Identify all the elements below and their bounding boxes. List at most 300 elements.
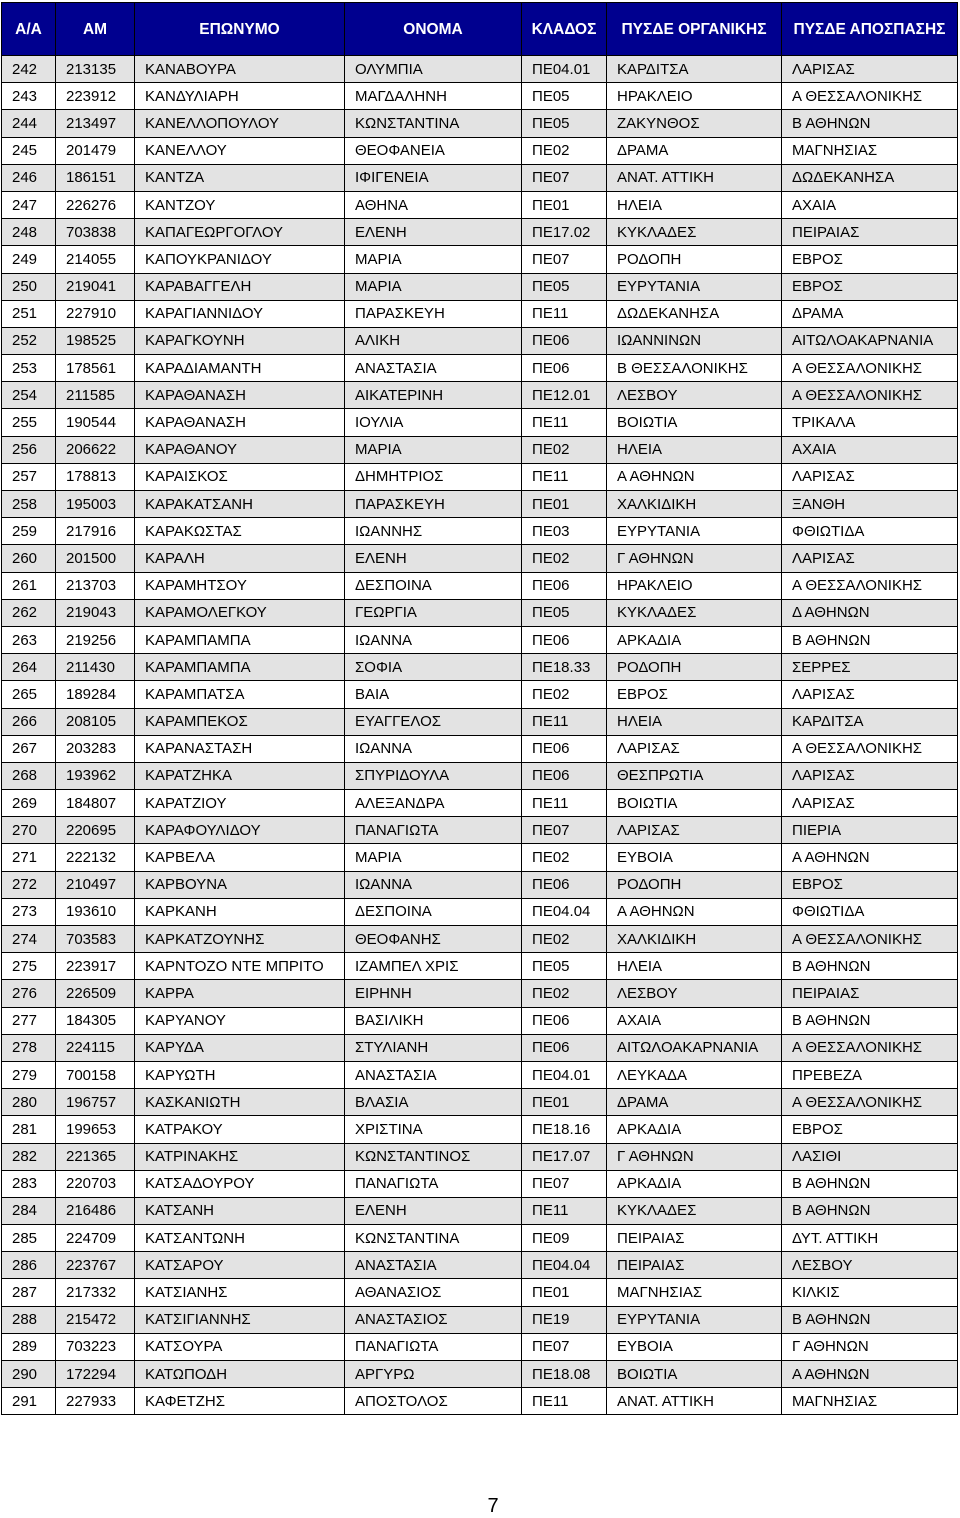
cell-specialty: ΠΕ06 <box>522 762 607 789</box>
table-row <box>2 681 958 708</box>
table-row <box>2 1252 958 1279</box>
cell-secondment-pysde: ΔΩΔΕΚΑΝΗΣΑ <box>782 164 958 191</box>
cell-name: ΕΙΡΗΝΗ <box>345 980 522 1007</box>
cell-surname: ΚΑΡΑΙΣΚΟΣ <box>135 463 345 490</box>
cell-specialty: ΠΕ01 <box>522 1279 607 1306</box>
cell-specialty: ΠΕ04.01 <box>522 1061 607 1088</box>
cell-am: 216486 <box>56 1197 135 1224</box>
cell-specialty: ΠΕ18.16 <box>522 1116 607 1143</box>
cell-specialty: ΠΕ05 <box>522 599 607 626</box>
cell-am: 189284 <box>56 681 135 708</box>
cell-surname: ΚΑΡΑΘΑΝΑΣΗ <box>135 382 345 409</box>
cell-specialty: ΠΕ11 <box>522 708 607 735</box>
cell-organic-pysde: ΕΥΡΥΤΑΝΙΑ <box>607 273 782 300</box>
cell-specialty: ΠΕ02 <box>522 980 607 1007</box>
table-row <box>2 1170 958 1197</box>
cell-organic-pysde: Α ΑΘΗΝΩΝ <box>607 898 782 925</box>
cell-specialty: ΠΕ11 <box>522 1197 607 1224</box>
cell-name: ΑΛΕΞΑΝΔΡΑ <box>345 790 522 817</box>
cell-secondment-pysde: ΜΑΓΝΗΣΙΑΣ <box>782 137 958 164</box>
cell-organic-pysde: ΒΟΙΩΤΙΑ <box>607 1361 782 1388</box>
cell-organic-pysde: ΚΑΡΔΙΤΣΑ <box>607 56 782 83</box>
cell-specialty: ΠΕ18.08 <box>522 1361 607 1388</box>
cell-secondment-pysde: Α ΘΕΣΣΑΛΟΝΙΚΗΣ <box>782 735 958 762</box>
cell-aa: 242 <box>2 56 56 83</box>
cell-surname: ΚΑΣΚΑΝΙΩΤΗ <box>135 1089 345 1116</box>
table-row <box>2 871 958 898</box>
cell-name: ΑΝΑΣΤΑΣΙΑ <box>345 355 522 382</box>
cell-surname: ΚΑΤΣΑΡΟΥ <box>135 1252 345 1279</box>
cell-specialty: ΠΕ11 <box>522 463 607 490</box>
cell-am: 226276 <box>56 191 135 218</box>
cell-organic-pysde: ΖΑΚΥΝΘΟΣ <box>607 110 782 137</box>
cell-secondment-pysde: ΑΧΑΙΑ <box>782 191 958 218</box>
cell-am: 703223 <box>56 1333 135 1360</box>
cell-surname: ΚΑΤΣΑΝΗ <box>135 1197 345 1224</box>
cell-name: ΙΩΑΝΝΑ <box>345 626 522 653</box>
table-row <box>2 844 958 871</box>
cell-surname: ΚΑΝΔΥΛΙΑΡΗ <box>135 83 345 110</box>
cell-am: 217332 <box>56 1279 135 1306</box>
cell-am: 227910 <box>56 300 135 327</box>
cell-aa: 260 <box>2 545 56 572</box>
cell-am: 206622 <box>56 436 135 463</box>
cell-organic-pysde: ΒΟΙΩΤΙΑ <box>607 790 782 817</box>
cell-name: ΑΘΑΝΑΣΙΟΣ <box>345 1279 522 1306</box>
cell-name: ΑΙΚΑΤΕΡΙΝΗ <box>345 382 522 409</box>
table-row <box>2 735 958 762</box>
cell-surname: ΚΑΠΑΓΕΩΡΓΟΓΛΟΥ <box>135 219 345 246</box>
cell-specialty: ΠΕ06 <box>522 871 607 898</box>
cell-am: 223917 <box>56 953 135 980</box>
cell-am: 214055 <box>56 246 135 273</box>
cell-aa: 248 <box>2 219 56 246</box>
cell-aa: 288 <box>2 1306 56 1333</box>
cell-aa: 290 <box>2 1361 56 1388</box>
cell-name: ΜΑΡΙΑ <box>345 844 522 871</box>
table-row <box>2 599 958 626</box>
cell-secondment-pysde: Α ΑΘΗΝΩΝ <box>782 1361 958 1388</box>
cell-aa: 277 <box>2 1007 56 1034</box>
cell-name: ΒΑΙΑ <box>345 681 522 708</box>
cell-aa: 265 <box>2 681 56 708</box>
cell-name: ΑΝΑΣΤΑΣΙΑ <box>345 1061 522 1088</box>
cell-am: 186151 <box>56 164 135 191</box>
table-row <box>2 56 958 83</box>
cell-surname: ΚΑΠΟΥΚΡΑΝΙΔΟΥ <box>135 246 345 273</box>
cell-surname: ΚΑΡΑΔΙΑΜΑΝΤΗ <box>135 355 345 382</box>
cell-name: ΔΕΣΠΟΙΝΑ <box>345 898 522 925</box>
cell-specialty: ΠΕ05 <box>522 953 607 980</box>
cell-organic-pysde: ΠΕΙΡΑΙΑΣ <box>607 1225 782 1252</box>
cell-am: 201500 <box>56 545 135 572</box>
table-row <box>2 273 958 300</box>
cell-aa: 287 <box>2 1279 56 1306</box>
cell-aa: 276 <box>2 980 56 1007</box>
cell-aa: 249 <box>2 246 56 273</box>
cell-organic-pysde: Β ΘΕΣΣΑΛΟΝΙΚΗΣ <box>607 355 782 382</box>
cell-surname: ΚΑΡΚΑΤΖΟΥΝΗΣ <box>135 926 345 953</box>
cell-specialty: ΠΕ01 <box>522 1089 607 1116</box>
table-row <box>2 300 958 327</box>
table-row <box>2 219 958 246</box>
cell-organic-pysde: ΘΕΣΠΡΩΤΙΑ <box>607 762 782 789</box>
cell-surname: ΚΑΤΣΑΔΟΥΡΟΥ <box>135 1170 345 1197</box>
table-row <box>2 1034 958 1061</box>
cell-name: ΑΠΟΣΤΟΛΟΣ <box>345 1388 522 1415</box>
cell-organic-pysde: ΗΛΕΙΑ <box>607 436 782 463</box>
cell-organic-pysde: ΙΩΑΝΝΙΝΩΝ <box>607 327 782 354</box>
cell-am: 220695 <box>56 817 135 844</box>
cell-specialty: ΠΕ04.01 <box>522 56 607 83</box>
table-row <box>2 1143 958 1170</box>
cell-specialty: ΠΕ19 <box>522 1306 607 1333</box>
cell-aa: 252 <box>2 327 56 354</box>
cell-organic-pysde: ΑΡΚΑΔΙΑ <box>607 626 782 653</box>
cell-am: 190544 <box>56 409 135 436</box>
cell-secondment-pysde: ΠΡΕΒΕΖΑ <box>782 1061 958 1088</box>
cell-aa: 254 <box>2 382 56 409</box>
page-number: 7 <box>487 1495 499 1517</box>
cell-organic-pysde: ΔΩΔΕΚΑΝΗΣΑ <box>607 300 782 327</box>
table-row <box>2 545 958 572</box>
cell-specialty: ΠΕ02 <box>522 681 607 708</box>
cell-name: ΘΕΟΦΑΝΗΣ <box>345 926 522 953</box>
cell-organic-pysde: ΗΛΕΙΑ <box>607 953 782 980</box>
table-row <box>2 980 958 1007</box>
table-row <box>2 83 958 110</box>
cell-specialty: ΠΕ06 <box>522 572 607 599</box>
cell-am: 213135 <box>56 56 135 83</box>
cell-secondment-pysde: ΔΡΑΜΑ <box>782 300 958 327</box>
cell-specialty: ΠΕ05 <box>522 273 607 300</box>
cell-am: 193962 <box>56 762 135 789</box>
cell-am: 219256 <box>56 626 135 653</box>
cell-secondment-pysde: ΛΑΡΙΣΑΣ <box>782 56 958 83</box>
cell-name: ΒΑΣΙΛΙΚΗ <box>345 1007 522 1034</box>
cell-surname: ΚΑΝΕΛΛΟΠΟΥΛΟΥ <box>135 110 345 137</box>
cell-aa: 255 <box>2 409 56 436</box>
cell-surname: ΚΑΡΥΔΑ <box>135 1034 345 1061</box>
table-row <box>2 817 958 844</box>
cell-name: ΑΝΑΣΤΑΣΙΑ <box>345 1252 522 1279</box>
cell-organic-pysde: ΡΟΔΟΠΗ <box>607 654 782 681</box>
cell-am: 178561 <box>56 355 135 382</box>
cell-aa: 257 <box>2 463 56 490</box>
cell-surname: ΚΑΤΩΠΟΔΗ <box>135 1361 345 1388</box>
cell-am: 211585 <box>56 382 135 409</box>
cell-surname: ΚΑΡΑΜΠΑΤΣΑ <box>135 681 345 708</box>
cell-aa: 253 <box>2 355 56 382</box>
cell-am: 195003 <box>56 491 135 518</box>
cell-am: 213703 <box>56 572 135 599</box>
cell-aa: 251 <box>2 300 56 327</box>
table-row <box>2 1225 958 1252</box>
cell-secondment-pysde: ΠΕΙΡΑΙΑΣ <box>782 219 958 246</box>
cell-secondment-pysde: Β ΑΘΗΝΩΝ <box>782 1170 958 1197</box>
cell-specialty: ΠΕ06 <box>522 355 607 382</box>
cell-secondment-pysde: ΕΒΡΟΣ <box>782 273 958 300</box>
cell-organic-pysde: ΧΑΛΚΙΔΙΚΗ <box>607 491 782 518</box>
cell-organic-pysde: ΑΡΚΑΔΙΑ <box>607 1116 782 1143</box>
cell-specialty: ΠΕ12.01 <box>522 382 607 409</box>
column-header-organic-pysde: ΠΥΣΔΕ ΟΡΓΑΝΙΚΗΣ <box>607 3 782 56</box>
cell-secondment-pysde: ΚΙΛΚΙΣ <box>782 1279 958 1306</box>
cell-secondment-pysde: Β ΑΘΗΝΩΝ <box>782 626 958 653</box>
cell-specialty: ΠΕ02 <box>522 545 607 572</box>
cell-am: 703583 <box>56 926 135 953</box>
cell-secondment-pysde: Β ΑΘΗΝΩΝ <box>782 953 958 980</box>
cell-organic-pysde: Γ ΑΘΗΝΩΝ <box>607 1143 782 1170</box>
cell-organic-pysde: ΑΝΑΤ. ΑΤΤΙΚΗ <box>607 164 782 191</box>
cell-am: 196757 <box>56 1089 135 1116</box>
cell-secondment-pysde: ΠΙΕΡΙΑ <box>782 817 958 844</box>
cell-am: 198525 <box>56 327 135 354</box>
cell-name: ΓΕΩΡΓΙΑ <box>345 599 522 626</box>
cell-am: 208105 <box>56 708 135 735</box>
cell-aa: 266 <box>2 708 56 735</box>
cell-secondment-pysde: Β ΑΘΗΝΩΝ <box>782 110 958 137</box>
cell-aa: 250 <box>2 273 56 300</box>
cell-surname: ΚΑΝΑΒΟΥΡΑ <box>135 56 345 83</box>
cell-am: 213497 <box>56 110 135 137</box>
cell-specialty: ΠΕ05 <box>522 110 607 137</box>
cell-organic-pysde: ΗΛΕΙΑ <box>607 708 782 735</box>
table-row <box>2 491 958 518</box>
cell-secondment-pysde: ΕΒΡΟΣ <box>782 1116 958 1143</box>
cell-aa: 245 <box>2 137 56 164</box>
cell-organic-pysde: ΕΥΡΥΤΑΝΙΑ <box>607 1306 782 1333</box>
cell-aa: 284 <box>2 1197 56 1224</box>
table-row <box>2 110 958 137</box>
cell-secondment-pysde: Α ΘΕΣΣΑΛΟΝΙΚΗΣ <box>782 83 958 110</box>
cell-surname: ΚΑΤΡΑΚΟΥ <box>135 1116 345 1143</box>
table-row <box>2 1089 958 1116</box>
column-header-am: ΑΜ <box>56 3 135 56</box>
cell-surname: ΚΑΡΝΤΟΖΟ ΝΤΕ ΜΠΡΙΤΟ <box>135 953 345 980</box>
cell-surname: ΚΑΡΑΜΠΕΚΟΣ <box>135 708 345 735</box>
cell-aa: 282 <box>2 1143 56 1170</box>
column-header-secondment-pysde: ΠΥΣΔΕ ΑΠΟΣΠΑΣΗΣ <box>782 3 958 56</box>
cell-name: ΣΤΥΛΙΑΝΗ <box>345 1034 522 1061</box>
cell-name: ΜΑΡΙΑ <box>345 273 522 300</box>
cell-surname: ΚΑΤΣΙΓΙΑΝΝΗΣ <box>135 1306 345 1333</box>
table-body <box>2 56 958 1415</box>
table-row <box>2 708 958 735</box>
cell-name: ΠΑΝΑΓΙΩΤΑ <box>345 817 522 844</box>
cell-organic-pysde: ΛΑΡΙΣΑΣ <box>607 817 782 844</box>
cell-secondment-pysde: Α ΘΕΣΣΑΛΟΝΙΚΗΣ <box>782 355 958 382</box>
cell-aa: 291 <box>2 1388 56 1415</box>
cell-name: ΙΖΑΜΠΕΛ ΧΡΙΣ <box>345 953 522 980</box>
cell-am: 223767 <box>56 1252 135 1279</box>
cell-secondment-pysde: ΛΑΡΙΣΑΣ <box>782 545 958 572</box>
cell-am: 184807 <box>56 790 135 817</box>
cell-specialty: ΠΕ17.02 <box>522 219 607 246</box>
cell-secondment-pysde: ΛΑΡΙΣΑΣ <box>782 790 958 817</box>
cell-organic-pysde: ΗΡΑΚΛΕΙΟ <box>607 83 782 110</box>
cell-specialty: ΠΕ06 <box>522 327 607 354</box>
cell-secondment-pysde: ΛΑΡΙΣΑΣ <box>782 681 958 708</box>
cell-organic-pysde: ΑΡΚΑΔΙΑ <box>607 1170 782 1197</box>
cell-organic-pysde: ΒΟΙΩΤΙΑ <box>607 409 782 436</box>
cell-organic-pysde: ΔΡΑΜΑ <box>607 137 782 164</box>
cell-specialty: ΠΕ17.07 <box>522 1143 607 1170</box>
cell-name: ΙΩΑΝΝΗΣ <box>345 518 522 545</box>
cell-organic-pysde: ΕΥΒΟΙΑ <box>607 844 782 871</box>
cell-aa: 275 <box>2 953 56 980</box>
cell-surname: ΚΑΤΣΟΥΡΑ <box>135 1333 345 1360</box>
table-row <box>2 382 958 409</box>
cell-specialty: ΠΕ02 <box>522 436 607 463</box>
placements-table <box>1 2 958 1415</box>
cell-secondment-pysde: ΤΡΙΚΑΛΑ <box>782 409 958 436</box>
cell-organic-pysde: ΑΧΑΙΑ <box>607 1007 782 1034</box>
cell-aa: 267 <box>2 735 56 762</box>
cell-secondment-pysde: Α ΘΕΣΣΑΛΟΝΙΚΗΣ <box>782 1089 958 1116</box>
table-row <box>2 518 958 545</box>
column-header-aa: Α/Α <box>2 3 56 56</box>
cell-surname: ΚΑΝΤΖΑ <box>135 164 345 191</box>
cell-surname: ΚΑΡΒΕΛΑ <box>135 844 345 871</box>
cell-secondment-pysde: ΦΘΙΩΤΙΔΑ <box>782 898 958 925</box>
cell-secondment-pysde: ΕΒΡΟΣ <box>782 246 958 273</box>
cell-name: ΠΑΝΑΓΙΩΤΑ <box>345 1170 522 1197</box>
cell-aa: 271 <box>2 844 56 871</box>
cell-surname: ΚΑΦΕΤΖΗΣ <box>135 1388 345 1415</box>
table-row <box>2 436 958 463</box>
cell-aa: 279 <box>2 1061 56 1088</box>
cell-surname: ΚΑΡΡΑ <box>135 980 345 1007</box>
table-row <box>2 654 958 681</box>
table-row <box>2 626 958 653</box>
cell-name: ΑΘΗΝΑ <box>345 191 522 218</box>
table-row <box>2 790 958 817</box>
table-row <box>2 898 958 925</box>
cell-name: ΣΟΦΙΑ <box>345 654 522 681</box>
cell-secondment-pysde: ΚΑΡΔΙΤΣΑ <box>782 708 958 735</box>
table-row <box>2 1197 958 1224</box>
table-row <box>2 762 958 789</box>
cell-secondment-pysde: ΛΑΡΙΣΑΣ <box>782 762 958 789</box>
cell-am: 172294 <box>56 1361 135 1388</box>
cell-surname: ΚΑΡΥΑΝΟΥ <box>135 1007 345 1034</box>
cell-aa: 244 <box>2 110 56 137</box>
cell-name: ΔΗΜΗΤΡΙΟΣ <box>345 463 522 490</box>
cell-organic-pysde: Γ ΑΘΗΝΩΝ <box>607 545 782 572</box>
cell-secondment-pysde: Α ΘΕΣΣΑΛΟΝΙΚΗΣ <box>782 926 958 953</box>
cell-name: ΘΕΟΦΑΝΕΙΑ <box>345 137 522 164</box>
cell-aa: 256 <box>2 436 56 463</box>
cell-specialty: ΠΕ06 <box>522 1034 607 1061</box>
cell-organic-pysde: ΡΟΔΟΠΗ <box>607 871 782 898</box>
cell-secondment-pysde: ΠΕΙΡΑΙΑΣ <box>782 980 958 1007</box>
cell-specialty: ΠΕ05 <box>522 83 607 110</box>
table-header-row <box>2 3 958 56</box>
cell-surname: ΚΑΡΑΛΗ <box>135 545 345 572</box>
cell-surname: ΚΑΤΣΙΑΝΗΣ <box>135 1279 345 1306</box>
cell-aa: 274 <box>2 926 56 953</box>
table-row <box>2 1388 958 1415</box>
table-row <box>2 355 958 382</box>
cell-am: 199653 <box>56 1116 135 1143</box>
cell-surname: ΚΑΡΑΤΖΙΟΥ <box>135 790 345 817</box>
cell-organic-pysde: ΧΑΛΚΙΔΙΚΗ <box>607 926 782 953</box>
cell-surname: ΚΑΡΑΓΚΟΥΝΗ <box>135 327 345 354</box>
cell-name: ΕΥΑΓΓΕΛΟΣ <box>345 708 522 735</box>
cell-specialty: ΠΕ04.04 <box>522 898 607 925</box>
table-row <box>2 1361 958 1388</box>
cell-surname: ΚΑΝΤΖΟΥ <box>135 191 345 218</box>
cell-organic-pysde: ΚΥΚΛΑΔΕΣ <box>607 599 782 626</box>
cell-aa: 272 <box>2 871 56 898</box>
table-row <box>2 463 958 490</box>
cell-am: 193610 <box>56 898 135 925</box>
cell-name: ΔΕΣΠΟΙΝΑ <box>345 572 522 599</box>
cell-surname: ΚΑΡΒΟΥΝΑ <box>135 871 345 898</box>
cell-name: ΒΛΑΣΙΑ <box>345 1089 522 1116</box>
cell-specialty: ΠΕ03 <box>522 518 607 545</box>
cell-aa: 243 <box>2 83 56 110</box>
cell-specialty: ΠΕ09 <box>522 1225 607 1252</box>
cell-aa: 278 <box>2 1034 56 1061</box>
cell-surname: ΚΑΡΑΜΠΑΜΠΑ <box>135 626 345 653</box>
cell-secondment-pysde: ΛΑΡΙΣΑΣ <box>782 463 958 490</box>
table-row <box>2 1306 958 1333</box>
cell-am: 224709 <box>56 1225 135 1252</box>
cell-name: ΜΑΡΙΑ <box>345 246 522 273</box>
cell-secondment-pysde: ΛΕΣΒΟΥ <box>782 1252 958 1279</box>
cell-specialty: ΠΕ06 <box>522 1007 607 1034</box>
cell-secondment-pysde: ΜΑΓΝΗΣΙΑΣ <box>782 1388 958 1415</box>
cell-specialty: ΠΕ07 <box>522 817 607 844</box>
cell-aa: 264 <box>2 654 56 681</box>
cell-organic-pysde: ΛΕΣΒΟΥ <box>607 980 782 1007</box>
table-row <box>2 246 958 273</box>
cell-specialty: ΠΕ11 <box>522 1388 607 1415</box>
cell-organic-pysde: ΚΥΚΛΑΔΕΣ <box>607 1197 782 1224</box>
cell-secondment-pysde: ΦΘΙΩΤΙΔΑ <box>782 518 958 545</box>
cell-specialty: ΠΕ11 <box>522 409 607 436</box>
cell-aa: 283 <box>2 1170 56 1197</box>
cell-surname: ΚΑΡΑΘΑΝΑΣΗ <box>135 409 345 436</box>
cell-am: 700158 <box>56 1061 135 1088</box>
cell-name: ΧΡΙΣΤΙΝΑ <box>345 1116 522 1143</box>
cell-name: ΑΛΙΚΗ <box>345 327 522 354</box>
cell-organic-pysde: ΡΟΔΟΠΗ <box>607 246 782 273</box>
cell-name: ΚΩΝΣΤΑΝΤΙΝΟΣ <box>345 1143 522 1170</box>
cell-secondment-pysde: Γ ΑΘΗΝΩΝ <box>782 1333 958 1360</box>
cell-am: 201479 <box>56 137 135 164</box>
cell-aa: 270 <box>2 817 56 844</box>
cell-organic-pysde: ΗΡΑΚΛΕΙΟ <box>607 572 782 599</box>
cell-am: 223912 <box>56 83 135 110</box>
cell-secondment-pysde: Α ΘΕΣΣΑΛΟΝΙΚΗΣ <box>782 1034 958 1061</box>
cell-organic-pysde: ΕΥΡΥΤΑΝΙΑ <box>607 518 782 545</box>
table-row <box>2 1007 958 1034</box>
cell-surname: ΚΑΡΥΩΤΗ <box>135 1061 345 1088</box>
cell-name: ΙΟΥΛΙΑ <box>345 409 522 436</box>
cell-secondment-pysde: ΔΥΤ. ΑΤΤΙΚΗ <box>782 1225 958 1252</box>
cell-specialty: ΠΕ07 <box>522 164 607 191</box>
column-header-specialty: ΚΛΑΔΟΣ <box>522 3 607 56</box>
cell-surname: ΚΑΡΑΚΩΣΤΑΣ <box>135 518 345 545</box>
cell-specialty: ΠΕ04.04 <box>522 1252 607 1279</box>
cell-surname: ΚΑΡΑΜΠΑΜΠΑ <box>135 654 345 681</box>
cell-secondment-pysde: Δ ΑΘΗΝΩΝ <box>782 599 958 626</box>
cell-am: 210497 <box>56 871 135 898</box>
cell-secondment-pysde: ΞΑΝΘΗ <box>782 491 958 518</box>
